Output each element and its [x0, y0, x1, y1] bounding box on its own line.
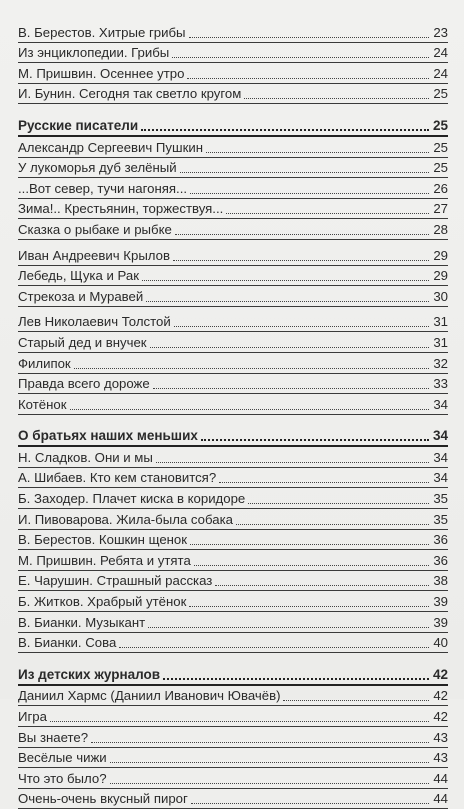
toc-section-title: Из детских журналов — [18, 666, 161, 682]
toc-entry-title: Правда всего дороже — [18, 376, 150, 392]
dot-leader — [236, 524, 429, 525]
dot-leader — [201, 439, 429, 441]
dot-leader — [194, 565, 429, 566]
toc-entry-page: 44 — [433, 770, 448, 786]
toc-section-title: Русские писатели — [18, 117, 139, 133]
dot-leader — [190, 193, 429, 194]
table-of-contents — [18, 22, 448, 809]
toc-entry[interactable] — [18, 178, 448, 199]
toc-entry[interactable] — [18, 612, 448, 633]
section-gap — [18, 104, 448, 116]
toc-entry-page: 42 — [433, 688, 448, 704]
toc-entry-page: 36 — [433, 552, 448, 568]
toc-entry[interactable] — [18, 43, 448, 64]
toc-entry[interactable] — [18, 353, 448, 374]
toc-entry[interactable] — [18, 447, 448, 468]
toc-entry-page: 25 — [433, 86, 448, 102]
dot-leader — [180, 172, 429, 173]
toc-entry[interactable] — [18, 332, 448, 353]
toc-entry-page: 34 — [433, 470, 448, 486]
toc-entry-page: 40 — [433, 635, 448, 651]
toc-entry-title: И. Пивоварова. Жила-была собака — [18, 511, 233, 527]
toc-entry-page: 24 — [433, 45, 448, 61]
dot-leader — [141, 129, 429, 131]
toc-section-page: 25 — [432, 117, 448, 133]
dot-leader — [248, 503, 429, 504]
toc-section-page: 42 — [432, 666, 448, 682]
toc-entry[interactable] — [18, 158, 448, 179]
toc-entry-page: 42 — [433, 709, 448, 724]
toc-author-entry[interactable] — [18, 245, 448, 266]
toc-entry-page: 34 — [433, 449, 448, 465]
toc-entry-page: 24 — [433, 65, 448, 81]
toc-entry[interactable] — [18, 468, 448, 489]
toc-entry-title: Старый дед и внучек — [18, 334, 147, 350]
toc-entry-page: 33 — [433, 376, 448, 392]
toc-entry[interactable] — [18, 550, 448, 571]
dot-leader — [215, 585, 429, 586]
toc-entry[interactable] — [18, 591, 448, 612]
toc-entry[interactable] — [18, 63, 448, 84]
toc-entry-title: Стрекоза и Муравей — [18, 288, 144, 304]
toc-entry-title: Из энциклопедии. Грибы — [18, 45, 170, 61]
dot-leader — [74, 368, 429, 369]
toc-entry-page: 29 — [433, 268, 448, 284]
toc-section-heading[interactable] — [18, 116, 448, 137]
toc-entry[interactable] — [18, 706, 448, 727]
dot-leader — [175, 234, 429, 235]
toc-entry-title: Лебедь, Щука и Рак — [18, 268, 139, 284]
toc-entry-page: 32 — [433, 355, 448, 371]
toc-entry-title: И. Бунин. Сегодня так светло кругом — [18, 86, 242, 102]
toc-section-heading[interactable] — [18, 665, 448, 686]
toc-entry-title: М. Пришвин. Ребята и утята — [18, 552, 191, 568]
toc-entry-page: 25 — [433, 139, 448, 155]
toc-entry-title: У лукоморья дуб зелёный — [18, 160, 177, 176]
toc-entry-page: 25 — [433, 160, 448, 176]
section-gap — [18, 415, 448, 427]
toc-entry-page: 35 — [433, 511, 448, 527]
dot-leader — [153, 388, 429, 389]
toc-entry[interactable] — [18, 727, 448, 748]
toc-entry-title: ...Вот север, тучи нагоняя... — [18, 180, 188, 196]
toc-entry-page: 31 — [433, 334, 448, 350]
toc-entry-page: 35 — [433, 491, 448, 507]
toc-entry[interactable] — [18, 633, 448, 654]
toc-entry-page: 43 — [433, 750, 448, 766]
toc-entry-page: 31 — [433, 314, 448, 330]
toc-entry-page: 27 — [433, 201, 448, 217]
toc-entry[interactable] — [18, 374, 448, 395]
dot-leader — [163, 678, 429, 680]
toc-entry-title: Что это было? — [18, 770, 107, 786]
toc-entry-title: Весёлые чижи — [18, 750, 107, 766]
dot-leader — [191, 803, 429, 804]
dot-leader — [174, 326, 429, 327]
toc-entry-page: 38 — [433, 573, 448, 589]
dot-leader — [148, 627, 429, 628]
toc-author-entry[interactable] — [18, 137, 448, 158]
toc-entry-title: Котёнок — [18, 396, 67, 412]
toc-entry-title: Даниил Хармс (Даниил Иванович Ювачёв) — [18, 688, 281, 704]
toc-entry-title: В. Бианки. Музыкант — [18, 614, 146, 630]
dot-leader — [283, 700, 429, 701]
toc-entry[interactable] — [18, 219, 448, 240]
toc-entry-title: Иван Андреевич Крылов — [18, 247, 170, 263]
toc-entry-page: 28 — [433, 221, 448, 237]
toc-entry-title: Вы знаете? — [18, 729, 89, 745]
dot-leader — [190, 544, 429, 545]
toc-entry-title: Филипок — [18, 355, 71, 371]
toc-entry-page: 36 — [433, 532, 448, 548]
toc-entry-page: 23 — [433, 24, 448, 40]
toc-entry-title: Б. Житков. Храбрый утёнок — [18, 594, 187, 610]
dot-leader — [156, 462, 429, 463]
toc-entry-title: Игра — [18, 709, 47, 724]
toc-entry-title: Александр Сергеевич Пушкин — [18, 139, 204, 155]
toc-entry[interactable] — [18, 394, 448, 415]
toc-entry-title: В. Берестов. Хитрые грибы — [18, 24, 186, 40]
toc-entry[interactable] — [18, 509, 448, 530]
dot-leader — [110, 783, 429, 784]
dot-leader — [119, 647, 429, 648]
toc-section-heading[interactable] — [18, 427, 448, 448]
dot-leader — [50, 721, 429, 722]
dot-leader — [187, 78, 429, 79]
toc-entry[interactable] — [18, 286, 448, 307]
toc-entry-page: 30 — [433, 288, 448, 304]
dot-leader — [110, 762, 429, 763]
toc-entry[interactable] — [18, 571, 448, 592]
toc-entry-page: 39 — [433, 614, 448, 630]
toc-entry-title: Н. Сладков. Они и мы — [18, 449, 153, 465]
toc-entry-title: Очень-очень вкусный пирог — [18, 791, 188, 807]
dot-leader — [206, 152, 429, 153]
toc-entry[interactable] — [18, 22, 448, 43]
toc-entry[interactable] — [18, 199, 448, 220]
toc-entry[interactable] — [18, 488, 448, 509]
toc-entry-title: М. Пришвин. Осеннее утро — [18, 65, 185, 81]
toc-entry-title: Зима!.. Крестьянин, торжествуя... — [18, 201, 224, 217]
toc-entry-page: 43 — [433, 729, 448, 745]
dot-leader — [142, 280, 429, 281]
dot-leader — [189, 606, 429, 607]
dot-leader — [173, 260, 429, 261]
toc-entry[interactable] — [18, 266, 448, 287]
dot-leader — [189, 37, 430, 38]
dot-leader — [146, 301, 429, 302]
toc-entry-title: Б. Заходер. Плачет киска в коридоре — [18, 491, 246, 507]
toc-entry-title: Сказка о рыбаке и рыбке — [18, 221, 172, 237]
toc-entry[interactable] — [18, 530, 448, 551]
toc-entry-title: Лев Николаевич Толстой — [18, 314, 171, 330]
toc-author-entry[interactable] — [18, 312, 448, 333]
dot-leader — [70, 409, 430, 410]
dot-leader — [91, 742, 429, 743]
dot-leader — [150, 347, 429, 348]
toc-section-title: О братьях наших меньших — [18, 428, 198, 444]
toc-entry[interactable] — [18, 789, 448, 809]
toc-entry-title: В. Берестов. Кошкин щенок — [18, 532, 188, 548]
dot-leader — [219, 482, 429, 483]
toc-entry-page: 44 — [433, 791, 448, 807]
dot-leader — [172, 57, 429, 58]
toc-entry-title: В. Бианки. Сова — [18, 635, 117, 651]
toc-entry-page: 29 — [433, 247, 448, 263]
toc-entry[interactable] — [18, 84, 448, 105]
toc-entry-page: 34 — [433, 396, 448, 412]
toc-author-entry[interactable] — [18, 686, 448, 707]
section-gap — [18, 653, 448, 665]
toc-entry[interactable] — [18, 768, 448, 789]
dot-leader — [244, 98, 429, 99]
toc-entry[interactable] — [18, 748, 448, 769]
toc-entry-title: А. Шибаев. Кто кем становится? — [18, 470, 217, 486]
toc-entry-page: 26 — [433, 180, 448, 196]
toc-entry-title: Е. Чарушин. Страшный рассказ — [18, 573, 213, 589]
toc-section-page: 34 — [432, 428, 448, 444]
toc-entry-page: 39 — [433, 594, 448, 610]
dot-leader — [226, 213, 429, 214]
